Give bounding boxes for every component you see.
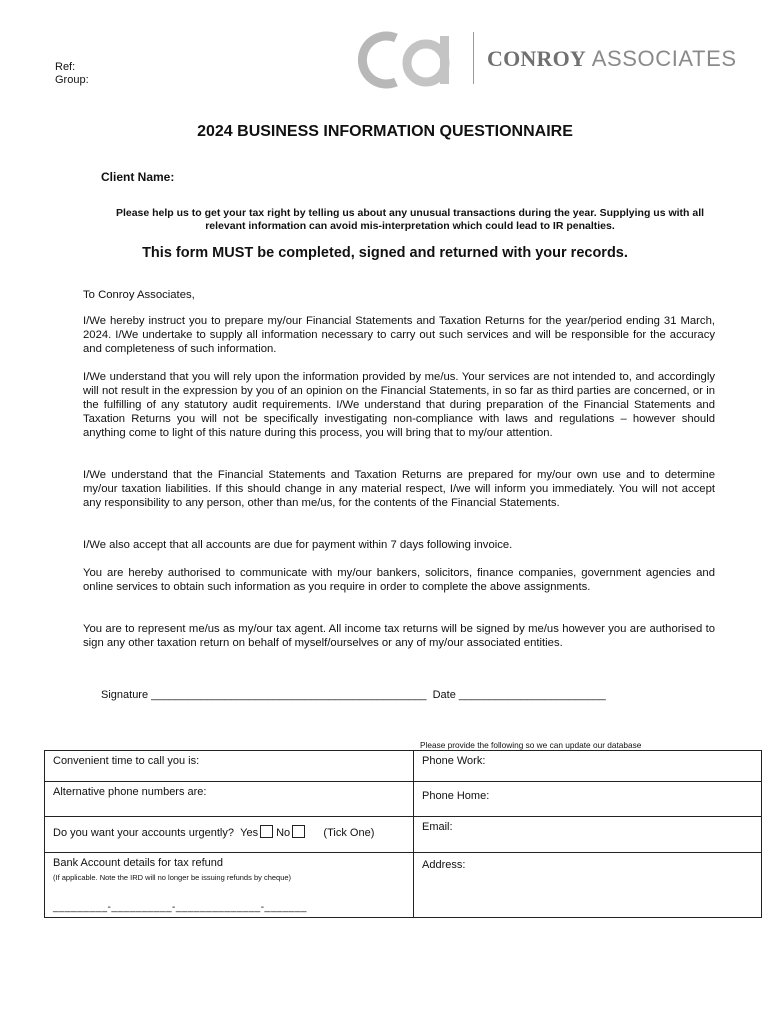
ref-group-block bbox=[55, 61, 89, 87]
logo-divider bbox=[473, 32, 474, 84]
email-field[interactable] bbox=[414, 817, 762, 853]
contact-details-table bbox=[44, 750, 762, 918]
paragraph-4: I/We also accept that all accounts are due for payment within 7 days following invoice. bbox=[83, 539, 513, 551]
convenient-time-label: Convenient time to call you is: bbox=[53, 755, 200, 767]
provide-note: Please provide the following so we can update our database bbox=[420, 740, 642, 750]
salutation: To Conroy Associates, bbox=[83, 289, 195, 301]
address-field[interactable] bbox=[414, 853, 762, 918]
group-label: Group: bbox=[55, 74, 89, 86]
address-label: Address: bbox=[422, 859, 466, 871]
urgent-row bbox=[45, 817, 414, 853]
ref-label: Ref: bbox=[55, 61, 76, 73]
bank-account-field[interactable] bbox=[45, 853, 414, 918]
alt-phone-label: Alternative phone numbers are: bbox=[53, 786, 207, 798]
bank-account-note: (If applicable. Note the IRD will no longer be issuing refunds by cheque) bbox=[53, 873, 292, 882]
signature-row bbox=[101, 689, 606, 701]
urgent-question: Do you want your accounts urgently? bbox=[53, 827, 234, 839]
signature-field[interactable]: _____________________________________________ bbox=[151, 689, 427, 701]
bank-account-label: Bank Account details for tax refund bbox=[53, 857, 223, 869]
no-checkbox[interactable] bbox=[292, 825, 305, 838]
paragraph-6: You are to represent me/us as my/our tax agent. All income tax returns will be signed by me/us however you are authorised to sign any other taxation return on behalf of myself/ourselves or any of my/our associated entities. bbox=[83, 623, 715, 649]
date-label: Date bbox=[432, 689, 456, 701]
paragraph-5: You are hereby authorised to communicate with my/our bankers, solicitors, finance companies, government agencies and online services to obtain such information as you require in order to complete the above assignments. bbox=[83, 567, 715, 593]
paragraph-3: I/We understand that the Financial Statements and Taxation Returns are prepared for my/our own use and to determine my/our taxation liabilities. If this should change in any material respect, I/we will inform you immediately. You will not accept any responsibility to any person, other than me/us, for the contents of the Financial Statements. bbox=[83, 469, 715, 509]
tick-one-label: (Tick One) bbox=[323, 827, 375, 839]
bank-account-input[interactable]: _________-__________-______________-_______ bbox=[53, 902, 307, 913]
alt-phone-field[interactable] bbox=[45, 782, 414, 817]
phone-home-field[interactable] bbox=[414, 782, 762, 817]
date-field[interactable]: ________________________ bbox=[458, 689, 606, 701]
yes-label: Yes bbox=[240, 827, 259, 839]
logo-name-bold: CONROY bbox=[487, 46, 586, 71]
logo-name-light: ASSOCIATES bbox=[591, 46, 737, 71]
phone-work-label: Phone Work: bbox=[422, 755, 486, 767]
signature-label: Signature bbox=[101, 689, 149, 701]
phone-work-field[interactable] bbox=[414, 751, 762, 782]
phone-home-label: Phone Home: bbox=[422, 790, 490, 802]
logo-wordmark bbox=[487, 46, 737, 72]
paragraph-1: I/We hereby instruct you to prepare my/our Financial Statements and Taxation Returns for the year/period ending 31 March, 2024. I/We undertake to supply all information necessary to carry out such services and will be responsible for the accuracy and completeness of such information. bbox=[83, 315, 715, 355]
email-label: Email: bbox=[422, 821, 453, 833]
no-label: No bbox=[276, 827, 291, 839]
yes-checkbox[interactable] bbox=[260, 825, 273, 838]
client-name-label: Client Name: bbox=[101, 170, 175, 184]
page-title: 2024 BUSINESS INFORMATION QUESTIONNAIRE bbox=[197, 123, 573, 140]
must-notice: This form MUST be completed, signed and returned with your records. bbox=[142, 245, 628, 261]
paragraph-2: I/We understand that you will rely upon the information provided by me/us. Your services are not intended to, and accordingly will not result in the expression by you of an opinion on the Financial Statements, in so far as third parties are concerned, or in the fulfilling of any statutory audit requirements. I/We understand that during preparation of the Financial Statements and Taxation Returns you will not be specifically investigating non-compliance with laws and regulations – however should anything come to light of this nature during this process, you will bring that to my/our attention. bbox=[83, 371, 715, 439]
conroy-logo-mark-icon bbox=[352, 30, 466, 90]
convenient-time-field[interactable] bbox=[45, 751, 414, 782]
intro-text: Please help us to get your tax right by telling us about any unusual transactions during the year. Supplying us with all relevant information can avoid mis-interpretation which could lead to IR penalties. bbox=[115, 207, 705, 232]
